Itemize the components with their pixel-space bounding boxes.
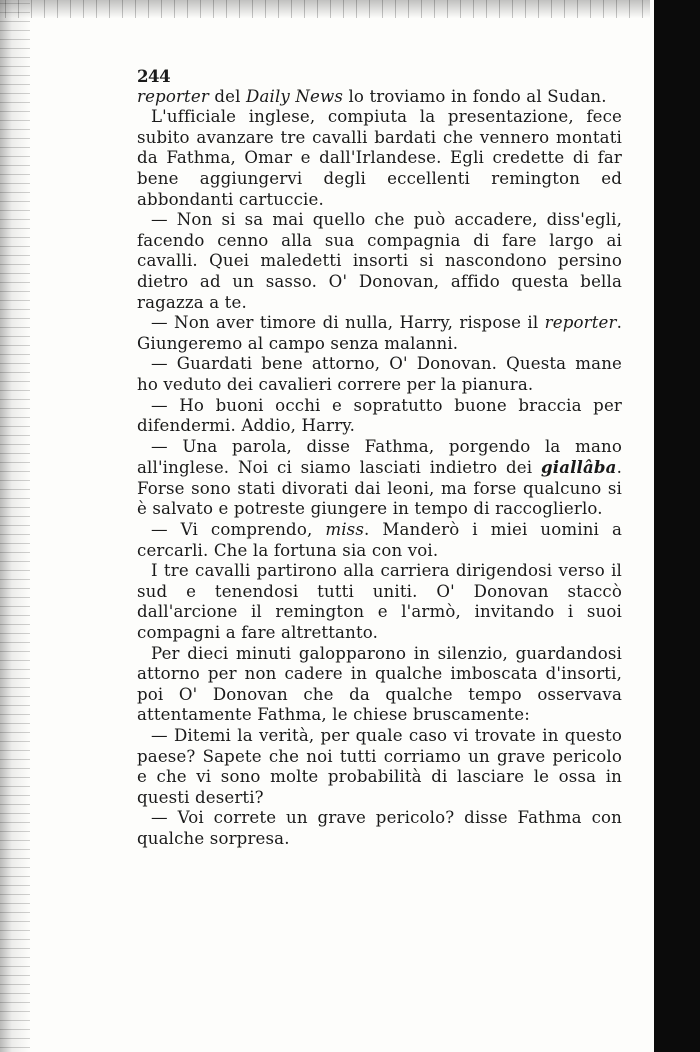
paragraph-text: L'ufficiale inglese, compiuta la presentazione, fece subito avanzare tre cavalli bardati che vennero montati da Fathma, Omar e dall'Irlandese. Egli credette di far bene aggiungervi degli eccellenti remington ed abbondanti cartuccie. [137,107,622,209]
paragraph-text: giallâba [540,457,617,478]
paragraph-p12 [137,808,622,849]
paragraph-text: — Voi correte un grave pericolo? disse Fathma con qualche sorpresa. [137,808,622,848]
paragraph-p5 [137,354,622,395]
paragraph-text: — Ditemi la verità, per quale caso vi trovate in questo paese? Sapete che noi tutti corriamo un grave pericolo e che vi sono molte probabilità di lasciare le ossa in questi deserti? [137,726,622,807]
paragraph-text: — Vi comprendo, [151,520,326,540]
paragraph-text: reporter [544,313,617,333]
paragraph-text: . Giungeremo al campo senza malanni. [137,313,622,353]
scan-border-right [654,0,700,1052]
paragraph-text: — Non si sa mai quello che può accadere, diss'egli, facendo cenno alla sua compagnia di fare largo ai cavalli. Quei maledetti insorti si nascondono persino dietro ad un sasso. O' Donovan, affido questa bella ragazza a te. [137,210,622,312]
page-top-edge-scan-noise [0,0,650,18]
paragraph-text: I tre cavalli partirono alla carriera dirigendosi verso il sud e tenendosi tutti uniti. O' Donovan staccò dall'arcione il remington e l'armò, invitando i suoi compagni a fare altrettanto. [137,561,622,643]
paragraph-p10 [137,644,622,726]
paragraph-text: — Una parola, disse Fathma, porgendo la mano all'inglese. Noi ci siamo lasciati indietro dei [137,436,622,478]
page-text-block [137,66,622,850]
page-left-edge-scan-noise [0,0,30,1052]
paragraph-text: . Forse sono stati divorati dai leoni, ma forse qualcuno si è salvato e potreste giungere in tempo di raccoglierlo. [137,458,622,519]
paragraph-text: reporter [137,86,209,106]
paragraph-text: — Ho buoni occhi e sopratutto buone braccia per difendermi. Addio, Harry. [137,395,622,436]
paragraph-p1 [137,87,622,108]
paragraph-text: . Manderò i miei uomini a cercarli. Che la fortuna sia con voi. [137,520,622,560]
paragraph-text: Daily News [245,86,344,106]
paragraph-p8 [137,520,622,561]
paragraph-p6 [137,396,622,437]
paragraph-text: del [208,86,246,106]
paragraph-p11 [137,726,622,808]
paragraph-text: Per dieci minuti galopparono in silenzio, guardandosi attorno per non cadere in qualche imboscata d'insorti, poi O' Donovan che da qualche tempo osservava attentamente Fathma, le chiese bruscamente: [137,643,622,725]
paragraph-p7 [137,437,622,520]
paragraph-p4 [137,313,622,354]
paragraph-text: miss [325,520,365,540]
paragraph-text: lo troviamo in fondo al Sudan. [343,86,607,106]
paragraph-p2 [137,107,622,210]
paragraph-text: — Guardati bene attorno, O' Donovan. Questa mane ho veduto dei cavalieri correre per la pianura. [137,354,622,394]
page-number: 244 [137,66,171,86]
paragraph-p3 [137,210,622,313]
paragraph-p9 [137,561,622,643]
paragraph-text: — Non aver timore di nulla, Harry, rispose il [151,313,545,333]
